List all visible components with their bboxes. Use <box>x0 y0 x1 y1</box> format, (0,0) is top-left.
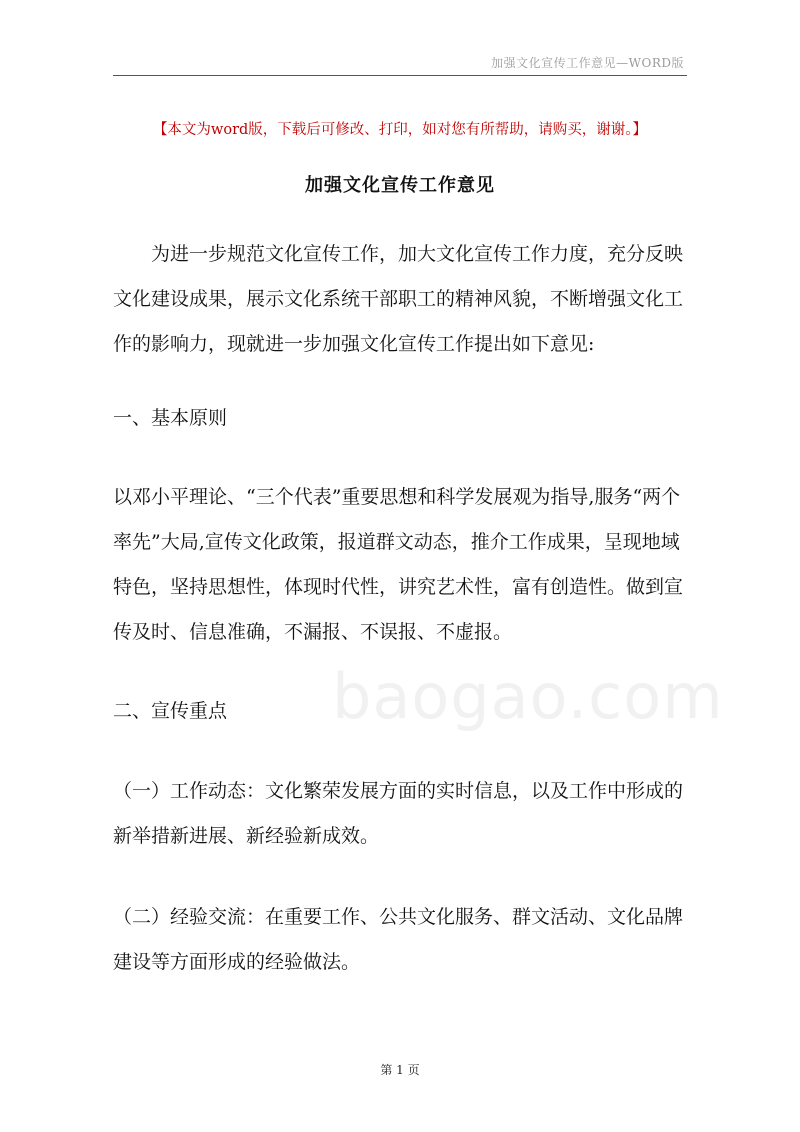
section-heading-principles: 一、基本原则 <box>113 407 228 429</box>
page-header-text: 加强文化宣传工作意见—WORD版 <box>491 56 684 70</box>
section-heading-focus: 二、宣传重点 <box>113 700 228 722</box>
document-title: 加强文化宣传工作意见 <box>305 175 495 196</box>
principles-paragraph: 以邓小平理论、“三个代表”重要思想和科学发展观为指导,服务“两个率先”大局,宣传文化政策，报道群文动态，推介工作成果，呈现地域特色，坚持思想性，体现时代性，讲究艺术性，富有创造性。做到宣传及时、信息准确，不漏报、不误报、不虚报。 <box>113 486 684 643</box>
focus-item-experience-exchange: （二）经验交流：在重要工作、公共文化服务、群文活动、文化品牌建设等方面形成的经验做法。 <box>113 906 684 973</box>
page-number: 第 1 页 <box>380 1063 420 1077</box>
site-watermark: baogao.com <box>332 660 724 733</box>
header-divider <box>113 75 687 76</box>
focus-item-work-dynamics: （一）工作动态：文化繁荣发展方面的实时信息，以及工作中形成的新举措新进展、新经验新成效。 <box>113 780 684 847</box>
purchase-notice: 【本文为word版，下载后可修改、打印，如对您有所帮助，请购买，谢谢。】 <box>152 122 648 138</box>
intro-paragraph: 为进一步规范文化宣传工作，加大文化宣传工作力度，充分反映文化建设成果，展示文化系统干部职工的精神风貌，不断增强文化工作的影响力，现就进一步加强文化宣传工作提出如下意见: <box>113 243 684 355</box>
